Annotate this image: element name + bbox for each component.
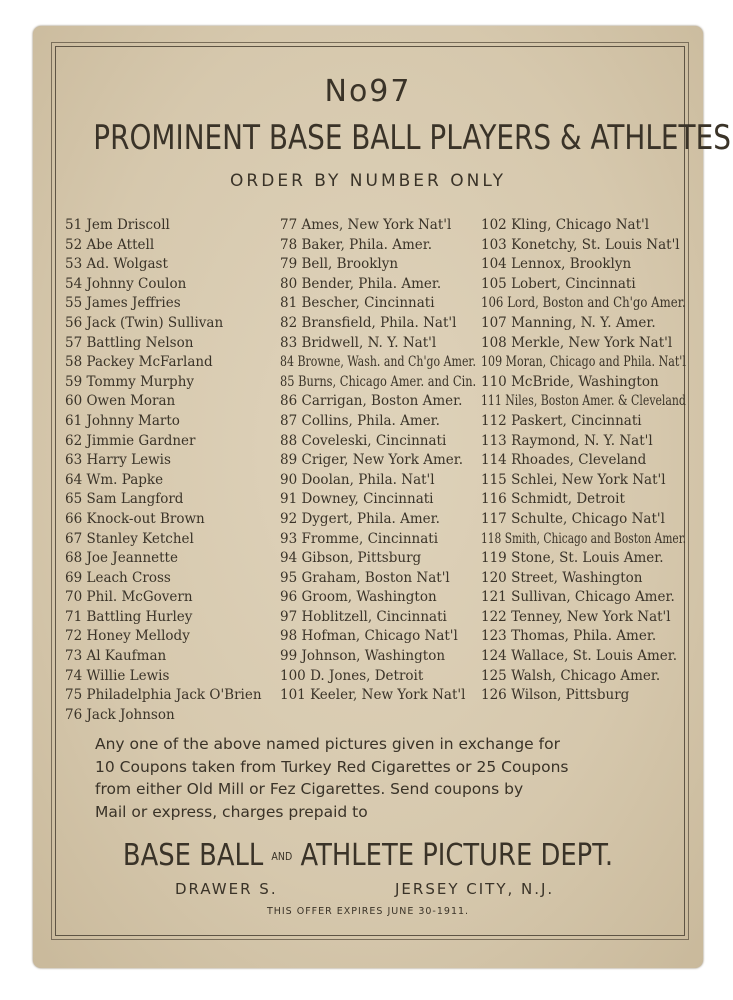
player-name: Carrigan, Boston Amer. (301, 393, 463, 410)
player-name: Bransfield, Phila. Nat'l (301, 314, 457, 331)
player-name: Schlei, New York Nat'l (511, 471, 666, 488)
player-name: Honey Mellody (86, 628, 190, 645)
offer-text (95, 733, 665, 823)
player-number: 78 (280, 236, 298, 253)
player-entry (481, 667, 733, 687)
player-entry (280, 373, 484, 393)
player-name: Hofman, Chicago Nat'l (301, 628, 458, 645)
player-name: Wallace, St. Louis Amer. (511, 648, 678, 665)
dept-and: AND (271, 850, 293, 863)
player-number: 83 (280, 334, 298, 351)
player-number: 60 (65, 393, 83, 410)
player-number: 89 (280, 452, 298, 469)
player-number: 109 (481, 354, 503, 371)
player-name: Lord, Boston and Ch'go Amer. (507, 295, 686, 312)
player-number: 90 (280, 471, 298, 488)
player-entry (65, 392, 262, 412)
player-entry (481, 432, 733, 452)
player-column-1 (65, 216, 262, 725)
player-number: 107 (481, 314, 507, 331)
player-entry (65, 353, 262, 373)
dept-left: BASE BALL (122, 838, 264, 873)
player-number: 77 (280, 217, 298, 233)
player-number: 123 (481, 628, 507, 645)
player-number: 87 (280, 412, 298, 429)
player-name: Doolan, Phila. Nat'l (301, 471, 435, 488)
player-name: Willie Lewis (86, 667, 170, 684)
player-name: Ames, New York Nat'l (301, 217, 452, 233)
player-number: 96 (280, 589, 298, 606)
player-name: Browne, Wash. and Ch'go Amer. (297, 354, 476, 371)
player-name: Tenney, New York Nat'l (511, 608, 671, 625)
player-number: 121 (481, 589, 507, 606)
player-number: 98 (280, 628, 298, 645)
drawer-address: DRAWER S. (175, 880, 278, 898)
player-number: 82 (280, 314, 298, 331)
player-number: 91 (280, 491, 298, 508)
city-address: JERSEY CITY, N.J. (395, 880, 555, 898)
player-number: 120 (481, 569, 507, 586)
player-entry (481, 530, 686, 550)
player-number: 105 (481, 275, 507, 292)
player-name: Street, Washington (511, 569, 643, 586)
player-entry (481, 686, 733, 706)
player-name: Hoblitzell, Cincinnati (301, 608, 447, 625)
player-number: 100 (280, 667, 306, 684)
player-number: 80 (280, 275, 298, 292)
player-name: Bescher, Cincinnati (301, 295, 435, 312)
player-entry (65, 294, 262, 314)
player-number: 126 (481, 687, 507, 704)
player-number: 57 (65, 334, 83, 351)
player-number: 88 (280, 432, 298, 449)
player-name: Sullivan, Chicago Amer. (511, 589, 675, 606)
player-name: Jimmie Gardner (86, 432, 196, 449)
department-name (80, 838, 656, 873)
player-name: Schmidt, Detroit (511, 491, 625, 508)
player-name: Keeler, New York Nat'l (310, 687, 466, 704)
player-entry (65, 549, 262, 569)
player-name: Manning, N. Y. Amer. (511, 314, 656, 331)
player-name: Bender, Phila. Amer. (301, 275, 442, 292)
player-number: 65 (65, 491, 83, 508)
player-name: Baker, Phila. Amer. (301, 236, 433, 253)
player-number: 99 (280, 648, 298, 665)
player-entry (481, 392, 691, 412)
player-name: Philadelphia Jack O'Brien (86, 687, 262, 704)
player-number: 66 (65, 510, 83, 527)
player-number: 97 (280, 608, 298, 625)
player-name: Thomas, Phila. Amer. (511, 628, 657, 645)
player-name: Ad. Wolgast (86, 256, 168, 273)
player-number: 106 (481, 295, 504, 312)
player-entry (481, 510, 733, 530)
player-entry (65, 706, 262, 726)
player-name: Paskert, Cincinnati (511, 412, 642, 429)
player-name: Niles, Boston Amer. & Cleveland (505, 393, 686, 410)
player-entry (481, 647, 733, 667)
player-name: Merkle, New York Nat'l (511, 334, 673, 351)
player-number: 84 (280, 354, 294, 371)
player-entry (65, 647, 262, 667)
player-name: Phil. McGovern (86, 589, 193, 606)
player-name: Johnny Coulon (86, 275, 187, 292)
player-entry (481, 275, 733, 295)
player-entry (65, 373, 262, 393)
player-entry (65, 216, 262, 236)
player-number: 55 (65, 295, 83, 312)
player-number: 71 (65, 608, 83, 625)
player-entry (65, 236, 262, 256)
player-number: 73 (65, 648, 83, 665)
player-entry (65, 569, 262, 589)
player-name: Graham, Boston Nat'l (301, 569, 450, 586)
player-number: 95 (280, 569, 298, 586)
player-column-3 (481, 216, 733, 706)
player-number: 118 (481, 530, 502, 547)
player-name: Harry Lewis (86, 452, 171, 469)
player-number: 112 (481, 412, 507, 429)
player-number: 104 (481, 256, 507, 273)
player-number: 58 (65, 354, 83, 371)
offer-line: from either Old Mill or Fez Cigarettes. Send coupons by (95, 780, 524, 798)
player-name: James Jeffries (86, 295, 181, 312)
player-name: Kling, Chicago Nat'l (511, 217, 650, 233)
player-name: Al Kaufman (86, 648, 167, 665)
player-name: Rhoades, Cleveland (511, 452, 647, 469)
player-name: Burns, Chicago Amer. and Cin. (298, 373, 477, 390)
player-number: 54 (65, 275, 83, 292)
player-number: 110 (481, 373, 507, 390)
offer-line: Mail or express, charges prepaid to (95, 802, 368, 821)
expiry-notice: THIS OFFER EXPIRES JUNE 30-1911. (266, 906, 470, 917)
player-entry (481, 412, 733, 432)
player-name: Downey, Cincinnati (301, 491, 434, 508)
player-number: 62 (65, 432, 83, 449)
player-entry (481, 236, 733, 256)
player-entry (65, 451, 262, 471)
player-entry (65, 412, 262, 432)
player-entry (481, 216, 733, 236)
player-name: Battling Hurley (86, 608, 193, 625)
player-name: Konetchy, St. Louis Nat'l (511, 236, 680, 253)
player-name: Schulte, Chicago Nat'l (511, 510, 665, 527)
player-number: 94 (280, 550, 298, 567)
player-number: 59 (65, 373, 83, 390)
player-number: 64 (65, 471, 83, 488)
player-number: 108 (481, 334, 507, 351)
player-name: Wilson, Pittsburg (511, 687, 630, 704)
player-number: 79 (280, 256, 298, 273)
player-entry (481, 451, 733, 471)
player-name: Jack Johnson (86, 706, 175, 723)
player-number: 86 (280, 393, 298, 410)
player-name: Johnny Marto (86, 412, 180, 429)
player-number: 61 (65, 412, 83, 429)
player-name: Smith, Chicago and Boston Amer. (504, 530, 687, 547)
player-number: 76 (65, 706, 83, 723)
player-number: 124 (481, 648, 507, 665)
player-entry (65, 275, 262, 295)
player-name: Gibson, Pittsburg (301, 550, 422, 567)
player-name: Battling Nelson (86, 334, 194, 351)
player-number: 116 (481, 491, 507, 508)
player-name: Packey McFarland (86, 354, 213, 371)
player-name: Sam Langford (86, 491, 184, 508)
player-entry (65, 314, 262, 334)
player-entry (481, 294, 707, 314)
player-entry (280, 353, 476, 373)
player-name: Abe Attell (86, 236, 155, 253)
player-name: Johnson, Washington (301, 648, 446, 665)
player-name: Stanley Ketchel (86, 530, 194, 547)
player-name: Fromme, Cincinnati (301, 530, 439, 547)
player-name: Bell, Brooklyn (301, 256, 399, 273)
player-number: 103 (481, 236, 507, 253)
player-name: Owen Moran (86, 393, 176, 410)
player-name: Lobert, Cincinnati (511, 275, 636, 292)
player-entry (481, 490, 733, 510)
player-entry (65, 471, 262, 491)
player-number: 122 (481, 608, 507, 625)
player-entry (65, 686, 262, 706)
player-name: Tommy Murphy (86, 373, 195, 390)
card-back (33, 26, 731, 968)
player-number: 53 (65, 256, 83, 273)
player-number: 125 (481, 667, 507, 684)
order-instruction: ORDER BY NUMBER ONLY (230, 171, 506, 191)
player-number: 113 (481, 432, 507, 449)
player-number: 69 (65, 569, 83, 586)
player-entry (481, 627, 733, 647)
player-entry (481, 334, 733, 354)
player-name: Walsh, Chicago Amer. (511, 667, 661, 684)
player-entry (65, 608, 262, 628)
player-entry (65, 530, 262, 550)
player-number: 68 (65, 550, 83, 567)
player-name: McBride, Washington (511, 373, 659, 390)
player-entry (65, 255, 262, 275)
player-number: 74 (65, 667, 83, 684)
offer-line: Any one of the above named pictures given in exchange for (95, 735, 560, 753)
player-entry (481, 549, 733, 569)
player-name: Coveleski, Cincinnati (301, 432, 447, 449)
player-number: 63 (65, 452, 83, 469)
player-name: Stone, St. Louis Amer. (511, 550, 664, 567)
player-number: 70 (65, 589, 83, 606)
player-name: Wm. Papke (86, 471, 164, 488)
player-name: Raymond, N. Y. Nat'l (511, 432, 653, 449)
dept-right: ATHLETE PICTURE DEPT. (300, 838, 614, 873)
player-name: Bridwell, N. Y. Nat'l (301, 334, 437, 351)
player-name: Collins, Phila. Amer. (301, 412, 440, 429)
player-number: 92 (280, 510, 298, 527)
player-name: Criger, New York Amer. (301, 452, 464, 469)
player-entry (481, 569, 733, 589)
player-name: Jem Driscoll (86, 217, 170, 233)
player-entry (65, 510, 262, 530)
player-entry (481, 471, 733, 491)
player-entry (481, 255, 733, 275)
page-title: PROMINENT BASE BALL PLAYERS & ATHLETES (93, 118, 731, 158)
player-name: Jack (Twin) Sullivan (86, 314, 224, 331)
catalog-number: No97 (324, 74, 412, 109)
player-entry (481, 588, 733, 608)
player-number: 119 (481, 550, 507, 567)
player-number: 52 (65, 236, 83, 253)
player-entry (65, 627, 262, 647)
player-entry (65, 334, 262, 354)
player-number: 93 (280, 530, 298, 547)
player-name: Groom, Washington (301, 589, 437, 606)
player-name: Joe Jeannette (86, 550, 178, 567)
player-number: 111 (481, 393, 502, 410)
player-number: 51 (65, 217, 83, 233)
player-number: 114 (481, 452, 507, 469)
player-number: 102 (481, 217, 507, 233)
player-entry (481, 373, 733, 393)
player-name: D. Jones, Detroit (310, 667, 424, 684)
player-entry (65, 490, 262, 510)
player-number: 75 (65, 687, 83, 704)
player-number: 81 (280, 295, 298, 312)
player-name: Moran, Chicago and Phila. Nat'l (505, 354, 686, 371)
player-number: 67 (65, 530, 83, 547)
offer-line: 10 Coupons taken from Turkey Red Cigarettes or 25 Coupons (95, 757, 569, 776)
player-number: 85 (280, 373, 295, 390)
player-entry (481, 608, 733, 628)
player-entry (481, 353, 694, 373)
player-number: 56 (65, 314, 83, 331)
player-number: 115 (481, 471, 507, 488)
player-entry (481, 314, 733, 334)
player-number: 101 (280, 687, 306, 704)
player-number: 117 (481, 510, 507, 527)
player-entry (65, 432, 262, 452)
player-name: Leach Cross (86, 569, 171, 586)
player-name: Dygert, Phila. Amer. (301, 510, 440, 527)
player-name: Knock-out Brown (86, 510, 205, 527)
player-name: Lennox, Brooklyn (511, 256, 632, 273)
player-entry (65, 588, 262, 608)
player-number: 72 (65, 628, 83, 645)
player-entry (65, 667, 262, 687)
